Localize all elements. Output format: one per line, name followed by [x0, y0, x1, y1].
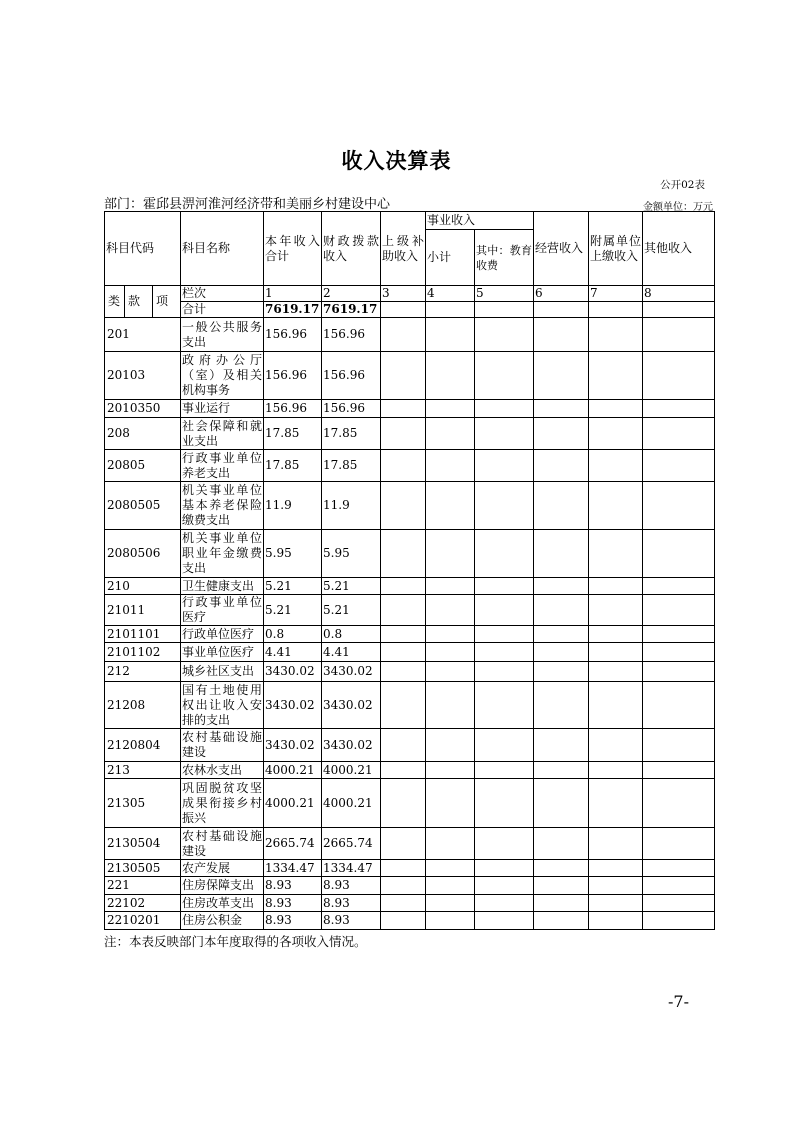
superior-subsidy-cell — [381, 626, 426, 643]
business-subtotal-cell — [426, 352, 475, 400]
other-income-cell — [643, 729, 715, 762]
education-fee-cell — [475, 912, 534, 930]
affiliated-income-cell — [589, 895, 643, 912]
column-index-1: 1 — [264, 286, 322, 302]
other-income-cell — [643, 682, 715, 729]
operating-income-cell — [534, 595, 589, 626]
fiscal-appropriation-cell: 2665.74 — [322, 828, 381, 860]
table-row — [105, 595, 715, 626]
table-row — [105, 318, 715, 352]
subject-code-cell: 21305 — [105, 779, 181, 828]
total-income-cell: 2665.74 — [264, 828, 322, 860]
operating-income-cell — [534, 682, 589, 729]
total-income-header: 本年收入合计 — [264, 212, 322, 286]
other-income-cell — [643, 302, 715, 318]
subject-name-header: 科目名称 — [181, 212, 264, 286]
other-income-cell — [643, 530, 715, 578]
education-fee-cell — [475, 400, 534, 418]
operating-income-cell — [534, 729, 589, 762]
table-row — [105, 530, 715, 578]
superior-subsidy-cell — [381, 400, 426, 418]
item-label: 项 — [153, 286, 181, 318]
business-subtotal-cell — [426, 828, 475, 860]
total-income-cell: 0.8 — [264, 626, 322, 643]
total-income-cell: 3430.02 — [264, 729, 322, 762]
other-income-cell — [643, 450, 715, 482]
fiscal-appropriation-cell: 5.95 — [322, 530, 381, 578]
education-fee-cell — [475, 418, 534, 450]
subject-name-cell: 机关事业单位职业年金缴费支出 — [181, 530, 264, 578]
operating-income-cell — [534, 482, 589, 530]
operating-income-cell — [534, 450, 589, 482]
subject-name-cell: 住房公积金 — [181, 912, 264, 930]
header-row — [105, 212, 715, 230]
operating-income-cell — [534, 578, 589, 595]
section-label: 款 — [125, 286, 153, 318]
table-row — [105, 352, 715, 400]
affiliated-income-cell — [589, 530, 643, 578]
fiscal-appropriation-header: 财政拨款收入 — [322, 212, 381, 286]
superior-subsidy-cell — [381, 482, 426, 530]
subject-code-cell: 21208 — [105, 682, 181, 729]
business-subtotal-cell — [426, 482, 475, 530]
business-subtotal-header: 小计 — [426, 230, 475, 286]
business-subtotal-cell — [426, 895, 475, 912]
total-income-cell: 17.85 — [264, 450, 322, 482]
business-subtotal-cell — [426, 418, 475, 450]
fiscal-appropriation-cell: 4000.21 — [322, 779, 381, 828]
other-income-cell — [643, 400, 715, 418]
affiliated-income-cell — [589, 643, 643, 662]
other-income-cell — [643, 779, 715, 828]
column-index-7: 7 — [589, 286, 643, 302]
affiliated-income-cell — [589, 302, 643, 318]
fiscal-appropriation-cell: 0.8 — [322, 626, 381, 643]
table-row — [105, 828, 715, 860]
affiliated-income-cell — [589, 828, 643, 860]
education-fee-cell — [475, 828, 534, 860]
superior-subsidy-cell — [381, 643, 426, 662]
fiscal-appropriation-cell: 3430.02 — [322, 682, 381, 729]
operating-income-cell — [534, 400, 589, 418]
subject-code-cell: 20805 — [105, 450, 181, 482]
page-number: -7- — [668, 992, 689, 1011]
total-income-cell: 3430.02 — [264, 682, 322, 729]
table-header — [105, 212, 715, 286]
business-subtotal-cell — [426, 302, 475, 318]
column-index-4: 4 — [426, 286, 475, 302]
other-income-cell — [643, 482, 715, 530]
amount-unit-label: 金额单位：万元 — [643, 202, 713, 213]
business-income-header: 事业收入 — [426, 212, 534, 230]
total-income-cell: 8.93 — [264, 912, 322, 930]
total-income-cell: 3430.02 — [264, 662, 322, 682]
other-income-cell — [643, 662, 715, 682]
superior-subsidy-cell — [381, 595, 426, 626]
total-income-cell: 156.96 — [264, 318, 322, 352]
column-index-6: 6 — [534, 286, 589, 302]
superior-subsidy-cell — [381, 450, 426, 482]
operating-income-cell — [534, 912, 589, 930]
operating-income-cell — [534, 352, 589, 400]
table-row — [105, 578, 715, 595]
business-subtotal-cell — [426, 318, 475, 352]
table-row — [105, 662, 715, 682]
subject-name-cell: 农林水支出 — [181, 762, 264, 779]
affiliated-income-cell — [589, 877, 643, 895]
fiscal-appropriation-cell: 156.96 — [322, 318, 381, 352]
subject-name-cell: 城乡社区支出 — [181, 662, 264, 682]
table-row — [105, 877, 715, 895]
subject-name-cell: 行政单位医疗 — [181, 626, 264, 643]
other-income-cell — [643, 877, 715, 895]
operating-income-cell — [534, 530, 589, 578]
table-row — [105, 912, 715, 930]
fiscal-appropriation-cell: 8.93 — [322, 912, 381, 930]
other-income-cell — [643, 595, 715, 626]
education-fee-cell — [475, 352, 534, 400]
fiscal-appropriation-cell: 4.41 — [322, 643, 381, 662]
education-fee-cell — [475, 450, 534, 482]
affiliated-income-cell — [589, 662, 643, 682]
affiliated-income-cell — [589, 318, 643, 352]
other-income-cell — [643, 418, 715, 450]
table-row — [105, 482, 715, 530]
subject-name-cell: 国有土地使用权出让收入安排的支出 — [182, 682, 263, 727]
total-income-cell: 5.21 — [264, 595, 322, 626]
education-fee-cell — [475, 779, 534, 828]
subject-code-cell: 2080505 — [105, 482, 181, 530]
subject-code-cell: 213 — [105, 762, 181, 779]
other-income-cell — [643, 912, 715, 930]
education-fee-cell — [475, 895, 534, 912]
affiliated-income-cell — [589, 626, 643, 643]
fiscal-appropriation-cell: 156.96 — [322, 352, 381, 400]
total-income-cell: 4000.21 — [264, 779, 322, 828]
category-label: 类 — [105, 286, 125, 318]
operating-income-cell — [534, 626, 589, 643]
table-row — [105, 860, 715, 877]
fiscal-appropriation-cell: 5.21 — [322, 578, 381, 595]
business-subtotal-cell — [426, 682, 475, 729]
total-income-cell: 4.41 — [264, 643, 322, 662]
subject-code-cell: 2010350 — [105, 400, 181, 418]
affiliated-income-cell — [589, 860, 643, 877]
education-fee-cell — [475, 626, 534, 643]
subject-name-cell: 政府办公厅（室）及相关机构事务 — [181, 352, 264, 400]
table-row — [105, 762, 715, 779]
operating-income-cell — [534, 418, 589, 450]
total-income-cell: 156.96 — [264, 400, 322, 418]
operating-income-cell — [534, 860, 589, 877]
business-subtotal-cell — [426, 626, 475, 643]
education-fee-cell — [475, 682, 534, 729]
superior-subsidy-cell — [381, 860, 426, 877]
subject-code-cell: 20103 — [105, 352, 181, 400]
business-subtotal-cell — [426, 762, 475, 779]
subject-code-cell: 2210201 — [105, 912, 181, 930]
business-subtotal-cell — [426, 877, 475, 895]
fiscal-appropriation-cell: 3430.02 — [322, 662, 381, 682]
superior-subsidy-cell — [381, 912, 426, 930]
superior-subsidy-cell — [381, 530, 426, 578]
fiscal-appropriation-cell: 8.93 — [322, 895, 381, 912]
other-income-cell — [643, 762, 715, 779]
superior-subsidy-cell — [381, 578, 426, 595]
column-index-2: 2 — [322, 286, 381, 302]
superior-subsidy-cell — [381, 895, 426, 912]
superior-subsidy-cell — [381, 828, 426, 860]
income-final-accounts-table — [104, 211, 715, 930]
superior-subsidy-cell — [381, 729, 426, 762]
affiliated-income-cell — [589, 595, 643, 626]
subject-code-cell: 212 — [105, 662, 181, 682]
subject-code-cell: 2101102 — [105, 643, 181, 662]
table-row — [105, 729, 715, 762]
subject-name-cell: 农村基础设施建设 — [182, 828, 263, 858]
superior-subsidy-cell — [381, 302, 426, 318]
subject-name-cell: 事业运行 — [181, 400, 264, 418]
affiliated-income-cell — [589, 912, 643, 930]
table-row — [105, 643, 715, 662]
total-income-cell: 156.96 — [264, 352, 322, 400]
subject-code-cell: 201 — [105, 318, 181, 352]
business-subtotal-cell — [426, 662, 475, 682]
operating-income-cell — [534, 895, 589, 912]
other-income-header: 其他收入 — [643, 212, 715, 286]
table-row — [105, 450, 715, 482]
subject-name-cell: 事业单位医疗 — [181, 643, 264, 662]
total-income-cell: 17.85 — [264, 418, 322, 450]
business-subtotal-cell — [426, 450, 475, 482]
subject-name-cell: 一般公共服务支出 — [181, 318, 264, 352]
education-fee-cell — [475, 729, 534, 762]
subject-code-cell: 208 — [105, 418, 181, 450]
subject-code-cell: 2101101 — [105, 626, 181, 643]
business-subtotal-cell — [426, 578, 475, 595]
affiliated-income-cell — [589, 729, 643, 762]
subject-code-cell: 221 — [105, 877, 181, 895]
superior-subsidy-cell — [381, 318, 426, 352]
affiliated-income-cell — [589, 418, 643, 450]
affiliated-income-header: 附属单位上缴收入 — [589, 212, 643, 286]
operating-income-cell — [534, 828, 589, 860]
education-fee-cell — [475, 578, 534, 595]
fiscal-appropriation-cell: 17.85 — [322, 418, 381, 450]
table-row — [105, 895, 715, 912]
education-fee-cell — [475, 302, 534, 318]
education-fee-cell — [475, 860, 534, 877]
other-income-cell — [643, 895, 715, 912]
business-subtotal-cell — [426, 643, 475, 662]
superior-subsidy-cell — [381, 682, 426, 729]
table-note: 注：本表反映部门本年度取得的各项收入情况。 — [104, 934, 367, 949]
column-index-8: 8 — [643, 286, 715, 302]
subject-name-cell: 农产发展 — [181, 860, 264, 877]
subject-name-cell: 行政事业单位医疗 — [182, 595, 263, 624]
total-income-cell: 4000.21 — [264, 762, 322, 779]
total-row — [105, 302, 715, 318]
form-number: 公开02表 — [660, 179, 705, 191]
column-index-label: 栏次 — [181, 286, 264, 302]
education-fee-cell — [475, 482, 534, 530]
other-income-cell — [643, 578, 715, 595]
subject-code-header: 科目代码 — [105, 212, 181, 286]
education-fee-cell — [475, 643, 534, 662]
operating-income-cell — [534, 779, 589, 828]
table-row — [105, 626, 715, 643]
total-income-cell: 5.21 — [264, 578, 322, 595]
table-row — [105, 400, 715, 418]
education-fee-cell — [475, 595, 534, 626]
table-row — [105, 682, 715, 729]
operating-income-cell — [534, 877, 589, 895]
subject-code-cell: 2080506 — [105, 530, 181, 578]
affiliated-income-cell — [589, 682, 643, 729]
business-subtotal-cell — [426, 530, 475, 578]
fiscal-appropriation-cell: 17.85 — [322, 450, 381, 482]
business-subtotal-cell — [426, 595, 475, 626]
column-index-row — [105, 286, 715, 302]
superior-subsidy-cell — [381, 779, 426, 828]
other-income-cell — [643, 643, 715, 662]
subject-code-cell: 210 — [105, 578, 181, 595]
subject-code-cell: 2120804 — [105, 729, 181, 762]
education-fee-cell — [475, 762, 534, 779]
total-income-cell: 5.95 — [264, 530, 322, 578]
education-fee-cell — [475, 530, 534, 578]
superior-subsidy-cell — [381, 762, 426, 779]
subject-code-cell: 2130504 — [105, 828, 181, 860]
total-income-cell: 11.9 — [264, 482, 322, 530]
business-subtotal-cell — [426, 912, 475, 930]
total-row-fiscal-appropriation: 7619.17 — [322, 302, 381, 318]
total-row-total-income: 7619.17 — [264, 302, 322, 318]
affiliated-income-cell — [589, 779, 643, 828]
superior-subsidy-header: 上级补助收入 — [381, 212, 426, 286]
fiscal-appropriation-cell: 8.93 — [322, 877, 381, 895]
other-income-cell — [643, 352, 715, 400]
subject-name-cell: 社会保障和就业支出 — [182, 418, 263, 448]
affiliated-income-cell — [589, 762, 643, 779]
business-subtotal-cell — [426, 729, 475, 762]
superior-subsidy-cell — [381, 418, 426, 450]
superior-subsidy-cell — [381, 662, 426, 682]
affiliated-income-cell — [589, 352, 643, 400]
superior-subsidy-cell — [381, 877, 426, 895]
operating-income-cell — [534, 302, 589, 318]
operating-income-cell — [534, 643, 589, 662]
table-row — [105, 418, 715, 450]
education-fee-cell — [475, 877, 534, 895]
subject-name-cell: 卫生健康支出 — [181, 578, 264, 595]
subject-name-cell: 住房保障支出 — [181, 877, 264, 895]
total-income-cell: 8.93 — [264, 877, 322, 895]
table-body — [105, 286, 715, 930]
fiscal-appropriation-cell: 11.9 — [322, 482, 381, 530]
total-row-label: 合计 — [181, 302, 264, 318]
other-income-cell — [643, 318, 715, 352]
affiliated-income-cell — [589, 400, 643, 418]
total-income-cell: 1334.47 — [264, 860, 322, 877]
fiscal-appropriation-cell: 4000.21 — [322, 762, 381, 779]
other-income-cell — [643, 828, 715, 860]
subject-name-cell: 行政事业单位养老支出 — [182, 450, 263, 480]
other-income-cell — [643, 626, 715, 643]
operating-income-cell — [534, 318, 589, 352]
business-subtotal-cell — [426, 779, 475, 828]
total-income-cell: 8.93 — [264, 895, 322, 912]
subject-name-cell: 住房改革支出 — [181, 895, 264, 912]
business-subtotal-cell — [426, 860, 475, 877]
affiliated-income-cell — [589, 482, 643, 530]
affiliated-income-cell — [589, 450, 643, 482]
business-subtotal-cell — [426, 400, 475, 418]
subject-name-cell: 巩固脱贫攻坚成果衔接乡村振兴 — [181, 779, 264, 828]
operating-income-cell — [534, 662, 589, 682]
subject-name-cell: 农村基础设施建设 — [181, 729, 264, 762]
superior-subsidy-cell — [381, 352, 426, 400]
subject-code-cell: 2130505 — [105, 860, 181, 877]
fiscal-appropriation-cell: 5.21 — [322, 595, 381, 626]
education-fee-header: 其中：教育收费 — [475, 230, 534, 286]
other-income-cell — [643, 860, 715, 877]
subject-name-cell: 机关事业单位基本养老保险缴费支出 — [181, 482, 264, 530]
subject-code-cell: 21011 — [105, 595, 181, 626]
education-fee-cell — [475, 318, 534, 352]
fiscal-appropriation-cell: 156.96 — [322, 400, 381, 418]
column-index-3: 3 — [381, 286, 426, 302]
affiliated-income-cell — [589, 578, 643, 595]
department-label: 部门：霍邱县淠河淮河经济带和美丽乡村建设中心 — [104, 197, 391, 212]
table-row — [105, 779, 715, 828]
fiscal-appropriation-cell: 3430.02 — [322, 729, 381, 762]
fiscal-appropriation-cell: 1334.47 — [322, 860, 381, 877]
subject-code-cell: 22102 — [105, 895, 181, 912]
operating-income-cell — [534, 762, 589, 779]
column-index-5: 5 — [475, 286, 534, 302]
education-fee-cell — [475, 662, 534, 682]
page-title: 收入决算表 — [341, 149, 452, 173]
operating-income-header: 经营收入 — [534, 212, 589, 286]
